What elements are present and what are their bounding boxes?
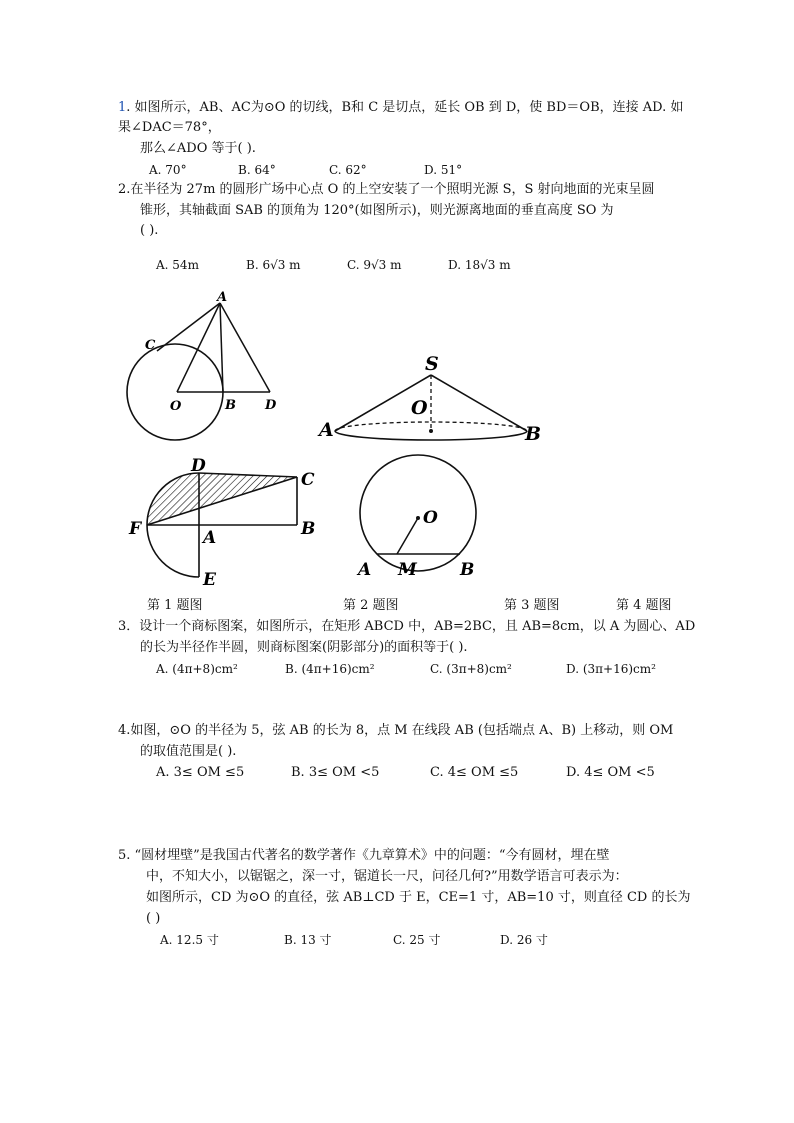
q1-line2: 果∠DAC＝78°， [118, 120, 221, 135]
q3-line2: 的长为半径作半圆，则商标图案(阴影部分)的面积等于( ). [140, 640, 468, 655]
q4-option-b: B. 3≤ OM <5 [291, 765, 380, 780]
q3-option-a: A. (4π+8)cm² [156, 662, 238, 676]
q5-line1: 5. “圆材埋壁”是我国古代著名的数学著作《九章算术》中的问题：“今有圆材，埋在壁 [118, 848, 610, 863]
q1-option-b: B. 64° [238, 163, 276, 177]
q1-option-d: D. 51° [424, 163, 463, 177]
figure-4 [350, 455, 485, 580]
q1-number: 1 [118, 100, 127, 115]
q5-option-a: A. 12.5 寸 [160, 933, 219, 947]
figure2-label-a: A [319, 419, 334, 441]
figure4-label-a: A [358, 560, 372, 580]
caption-figure-3: 第 3 题图 [504, 598, 560, 613]
q4-line2: 的取值范围是( ). [140, 744, 237, 759]
q1-line1: 1. 如图所示，AB、AC为⊙O 的切线，B和 C 是切点，延长 OB 到 D，使 BD＝OB，连接 AD. 如 [118, 100, 684, 115]
caption-figure-1: 第 1 题图 [147, 598, 203, 613]
q5-option-b: B. 13 寸 [284, 933, 332, 947]
q2-line3: ( ). [140, 223, 159, 238]
figure3-label-a: A [203, 528, 217, 548]
q4-option-a: A. 3≤ OM ≤5 [156, 765, 245, 780]
q2-option-b: B. 6√3 m [246, 258, 301, 272]
q5-option-c: C. 25 寸 [393, 933, 441, 947]
figure3-label-e: E [203, 570, 216, 590]
q3-option-c: C. (3π+8)cm² [430, 662, 512, 676]
figure4-label-o: O [423, 508, 438, 528]
figure2-label-b: B [525, 423, 542, 445]
q3-line1: 3．设计一个商标图案，如图所示，在矩形 ABCD 中，AB=2BC，且 AB=8cm，以 A 为圆心、AD [118, 619, 696, 634]
figure-1 [115, 285, 295, 450]
q4-line1: 4.如图，⊙O 的半径为 5，弦 AB 的长为 8，点 M 在线段 AB (包括端点 A、B) 上移动，则 OM [118, 723, 674, 738]
figure2-label-o: O [411, 397, 428, 419]
q2-line1: 2.在半径为 27m 的圆形广场中心点 O 的上空安装了一个照明光源 S，S 射向地面的光束呈圆 [118, 182, 655, 197]
figure-3 [125, 455, 325, 590]
q5-option-d: D. 26 寸 [500, 933, 548, 947]
q2-option-d: D. 18√3 m [448, 258, 511, 272]
q4-option-d: D. 4≤ OM <5 [566, 765, 655, 780]
q2-option-a: A. 54m [156, 258, 199, 272]
q2-line2: 锥形，其轴截面 SAB 的顶角为 120°(如图所示)，则光源离地面的垂直高度 SO 为 [140, 203, 614, 218]
q2-option-c: C. 9√3 m [347, 258, 402, 272]
figure1-label-c: C [145, 338, 156, 353]
figure1-label-o: O [170, 399, 182, 414]
q5-line3: 如图所示，CD 为⊙O 的直径，弦 AB⊥CD 于 E，CE=1 寸，AB=10 寸，则直径 CD 的长为 [146, 890, 691, 905]
figure3-label-b: B [301, 519, 316, 539]
q1-option-c: C. 62° [329, 163, 367, 177]
figure2-label-s: S [425, 353, 439, 375]
figure1-label-a: A [217, 290, 228, 305]
figure1-label-b: B [225, 398, 236, 413]
figure3-label-f: F [129, 519, 142, 539]
figure4-label-m: M [398, 560, 417, 580]
q1-option-a: A. 70° [149, 163, 187, 177]
q1-line3: 那么∠ADO 等于( ). [140, 141, 256, 156]
figure1-label-d: D [265, 398, 277, 413]
q3-option-b: B. (4π+16)cm² [285, 662, 375, 676]
q5-line2: 中，不知大小，以锯锯之，深一寸，锯道长一尺，问径几何?”用数学语言可表示为： [146, 869, 628, 884]
q4-option-c: C. 4≤ OM ≤5 [430, 765, 519, 780]
caption-figure-4: 第 4 题图 [616, 598, 672, 613]
figure3-label-d: D [191, 456, 206, 476]
figure4-label-b: B [460, 560, 475, 580]
figure3-label-c: C [301, 470, 315, 490]
caption-figure-2: 第 2 题图 [343, 598, 399, 613]
figure-2 [315, 348, 550, 448]
q5-line4: ( ) [146, 911, 161, 926]
q3-option-d: D. (3π+16)cm² [566, 662, 656, 676]
